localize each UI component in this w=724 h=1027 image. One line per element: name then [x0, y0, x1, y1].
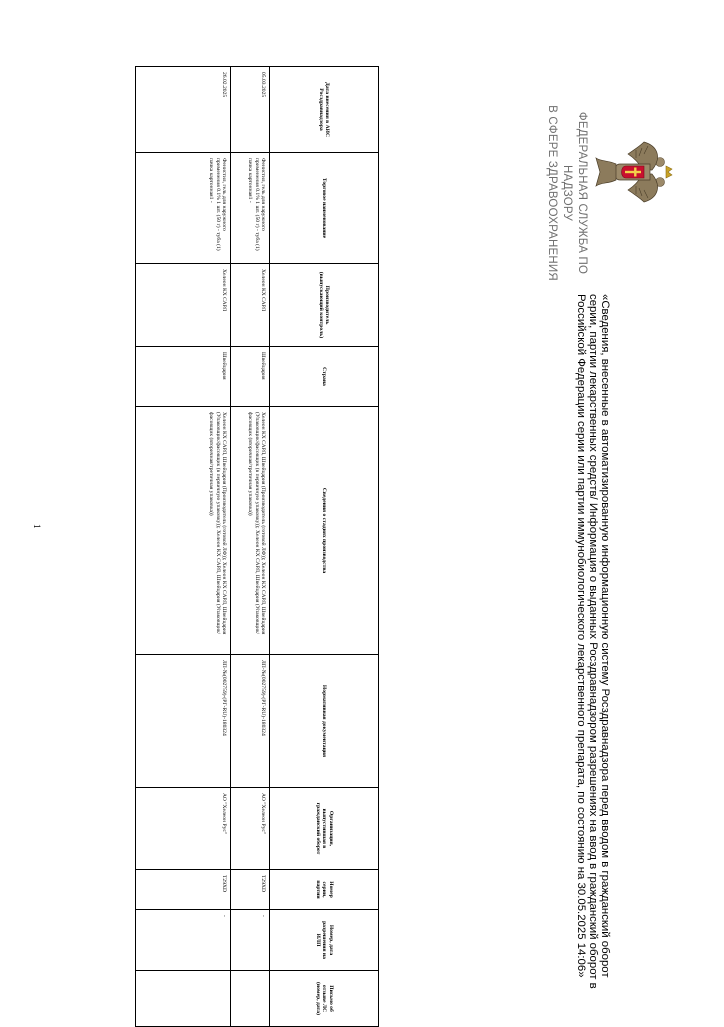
column-header-production-stages: Сведения о стадиях производства: [270, 407, 379, 655]
cell-date: 05.03.2025: [231, 67, 270, 153]
cell-trade-name: Фенистил, гель для наружного применения 0.1% 1 шт. (50 г) - туба (1) пачка картонная1 -: [136, 153, 231, 264]
table-header-row: [270, 67, 379, 1027]
agency-name-line2: В СФЕРЕ ЗДРАВООХРАНЕНИЯ: [546, 105, 558, 281]
russian-eagle-emblem-icon: [592, 140, 674, 204]
page-number: 1: [32, 524, 42, 529]
column-header-trade-name: Торговое наименование: [270, 153, 379, 264]
column-header-permit: Номер, дата разрешения на ИЛП: [270, 910, 379, 971]
document-title: «Сведения, внесенные в автоматизированную информационную систему Росздравнадзора перед вводом в гражданский оборот серии, партии лекарственных средств/ Информация о выданных Росздравнадзором разрешениях на ввод в гражданский оборот в Российской Федерации серии или партии иммунобиологического лекарственного препарата, по состоянию на 30.05.2025 14:06»: [575, 294, 611, 989]
cell-recall: [136, 971, 231, 1027]
cell-recall: [231, 971, 270, 1027]
cell-normative-docs: ЛП-№(002759)-(РГ-RU)-180324: [136, 655, 231, 788]
column-header-series: Номер серии, партии: [270, 870, 379, 910]
cell-production-stages: Хелеон КХ САРЛ, Швейцария (Производитель (готовой ЛФ)); Хелеон КХ САРЛ, Швейцария (Упаковщик/фасовщик (в первичную упаковку)); Хелеон КХ САРЛ, Швейцария (Упаковщик/фасовщик (вторичная/третичная упаковка)): [231, 407, 270, 655]
agency-name-line1: ФЕДЕРАЛЬНАЯ СЛУЖБА ПО НАДЗОРУ: [561, 111, 588, 275]
cell-country: Швейцария: [231, 347, 270, 407]
registry-table: [135, 66, 379, 1027]
cell-manufacturer: Хелеон КХ САРЛ: [136, 264, 231, 347]
column-header-manufacturer: Производитель (выпускающий контроль): [270, 264, 379, 347]
column-header-country: Страна: [270, 347, 379, 407]
cell-series: T29XD: [231, 870, 270, 910]
table-row: [136, 67, 231, 1027]
cell-permit: -: [231, 910, 270, 971]
agency-name: [544, 93, 589, 293]
column-header-recall: Письмо об отзыве ЛС (номер, дата): [270, 971, 379, 1027]
cell-normative-docs: ЛП-№(002759)-(РГ-RU)-180324: [231, 655, 270, 788]
cell-series: T29XD: [136, 870, 231, 910]
cell-manufacturer: Хелеон КХ САРЛ: [231, 264, 270, 347]
cell-production-stages: Хелеон КХ САРЛ, Швейцария (Производитель (готовой ЛФ)); Хелеон КХ САРЛ, Швейцария (Упаковщик/фасовщик (в первичную упаковку)); Хелеон КХ САРЛ, Швейцария (Упаковщик/фасовщик (вторичная/третичная упаковка)): [136, 407, 231, 655]
cell-trade-name: Фенистил, гель для наружного применения 0.1% 1 шт. (50 г) - туба (1) пачка картонная1 -: [231, 153, 270, 264]
cell-date: 26.02.2025: [136, 67, 231, 153]
column-header-date: Дата внесения в АИС Росздравнадзора: [270, 67, 379, 153]
cell-country: Швейцария: [136, 347, 231, 407]
cell-organization: АО "Хелеон Рус": [136, 788, 231, 870]
cell-permit: -: [136, 910, 231, 971]
cell-organization: АО "Хелеон Рус": [231, 788, 270, 870]
column-header-normative-docs: Нормативная документация: [270, 655, 379, 788]
table-row: [231, 67, 270, 1027]
column-header-organization: Организация, выпустившая в гражданский оборот: [270, 788, 379, 870]
